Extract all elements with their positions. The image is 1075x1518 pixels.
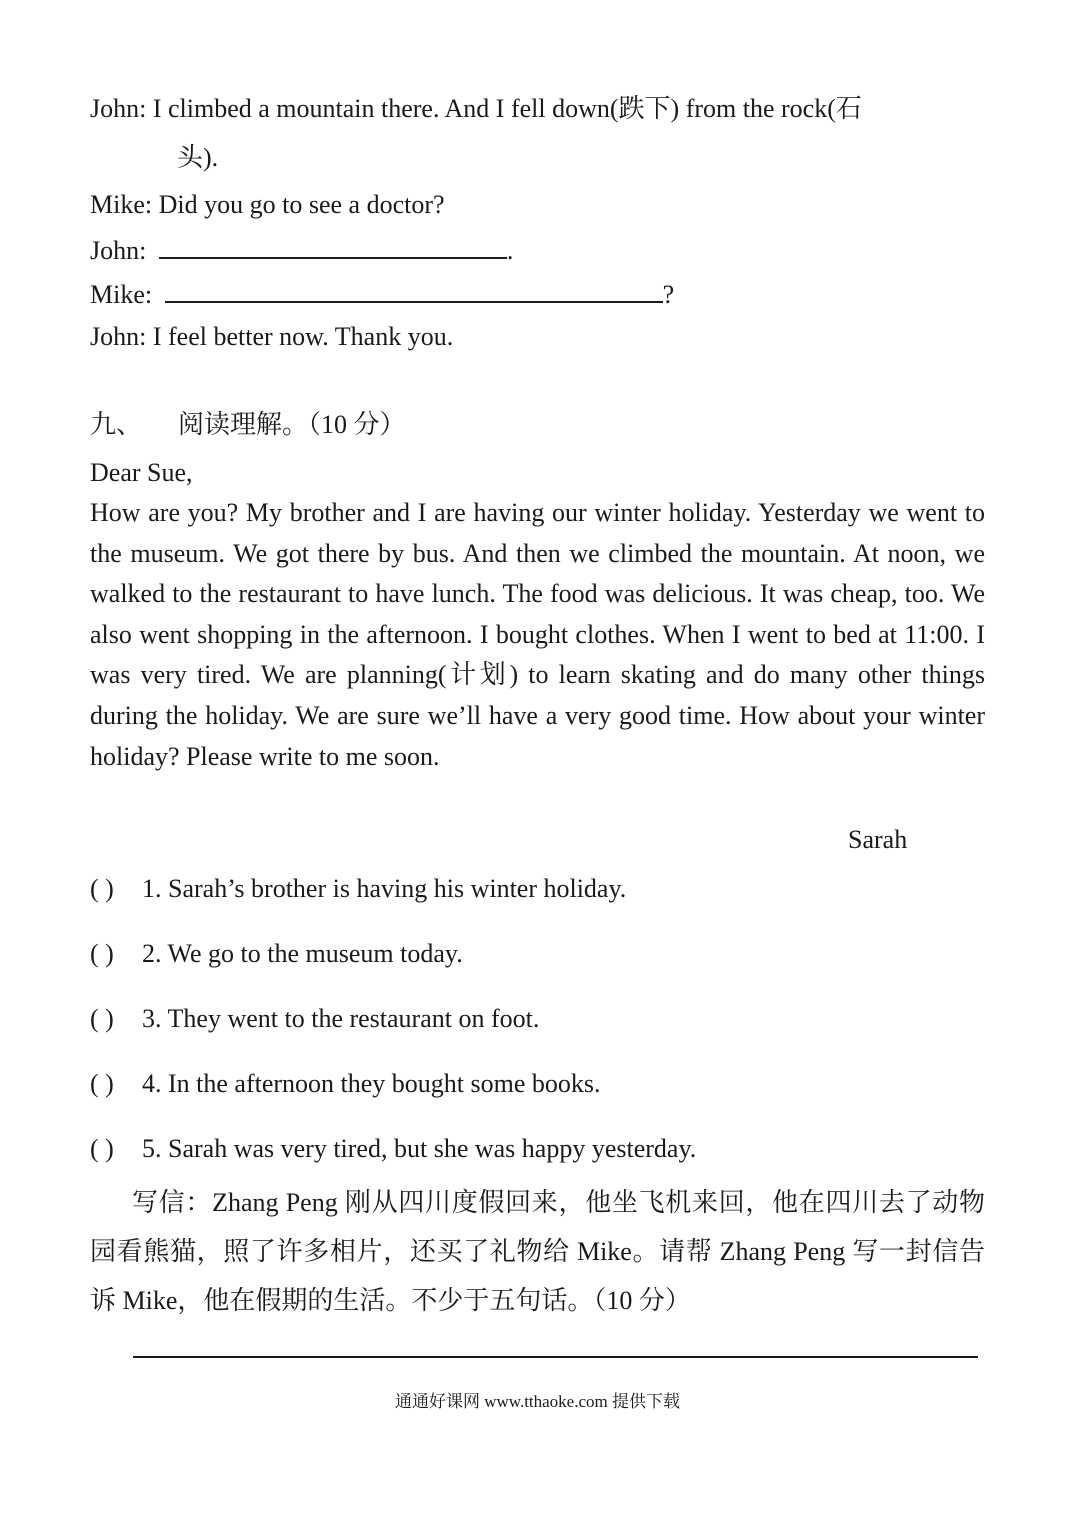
question-item bbox=[90, 937, 463, 971]
footer-divider bbox=[133, 1356, 978, 1358]
question-item bbox=[90, 1132, 696, 1166]
answer-parentheses[interactable]: ( ) bbox=[90, 1069, 114, 1098]
answer-blank-1[interactable] bbox=[159, 233, 507, 259]
line-end-punctuation: . bbox=[506, 236, 514, 265]
question-item bbox=[90, 872, 626, 906]
speaker-label: Mike: bbox=[90, 280, 153, 309]
speaker-label: John: bbox=[90, 236, 147, 265]
answer-parentheses[interactable]: ( ) bbox=[90, 1134, 114, 1163]
question-item bbox=[90, 1067, 601, 1101]
dialogue-line-5: John: I feel better now. Thank you. bbox=[90, 322, 454, 351]
dialogue-line-1: John: I climbed a mountain there. And I fell down(跌下) from the rock(石 bbox=[90, 94, 862, 123]
page-footer: 通通好课网 www.tthaoke.com 提供下载 bbox=[394, 1392, 681, 1411]
answer-parentheses[interactable]: ( ) bbox=[90, 1004, 114, 1033]
dialogue-line-2: Mike: Did you go to see a doctor? bbox=[90, 190, 445, 219]
answer-parentheses[interactable]: ( ) bbox=[90, 939, 114, 968]
section-title: 阅读理解。（10 分） bbox=[178, 410, 406, 439]
question-text: 1. Sarah’s brother is having his winter holiday. bbox=[142, 874, 627, 903]
line-end-punctuation: ? bbox=[662, 280, 675, 309]
letter-signature: Sarah bbox=[848, 825, 908, 854]
question-text: 4. In the afternoon they bought some books. bbox=[142, 1069, 601, 1098]
question-text: 2. We go to the museum today. bbox=[142, 939, 463, 968]
letter-greeting: Dear Sue, bbox=[90, 458, 193, 487]
dialogue-line-4 bbox=[90, 277, 674, 312]
writing-task-prompt: 写信：Zhang Peng 刚从四川度假回来，他坐飞机来回，他在四川去了动物园看熊猫，照了许多相片，还买了礼物给 Mike。请帮 Zhang Peng 写一封信告诉 Mike，他在假期的生活。不少于五句话。（10 分） bbox=[90, 1188, 985, 1315]
letter-body: How are you? My brother and I are having our winter holiday. Yesterday we went to the museum. We got there by bus. And then we climbed the mountain. At noon, we walked to the restaurant to have lunch. The food was delicious. It was cheap, too. We also went shopping in the afternoon. I bought clothes. When I went to bed at 11:00. I was very tired. We are planning(计划) to learn skating and do many other things during the holiday. We are sure we’ll have a very good time. How about your winter holiday? Please write to me soon. bbox=[90, 498, 985, 771]
section-number: 九、 bbox=[90, 410, 143, 439]
dialogue-line-3 bbox=[90, 233, 513, 268]
question-item bbox=[90, 1002, 539, 1036]
section-heading bbox=[90, 408, 406, 442]
answer-blank-2[interactable] bbox=[165, 277, 663, 303]
question-text: 3. They went to the restaurant on foot. bbox=[142, 1004, 540, 1033]
question-text: 5. Sarah was very tired, but she was happy yesterday. bbox=[142, 1134, 697, 1163]
answer-parentheses[interactable]: ( ) bbox=[90, 874, 114, 903]
dialogue-line-1-continuation: 头). bbox=[177, 143, 219, 172]
